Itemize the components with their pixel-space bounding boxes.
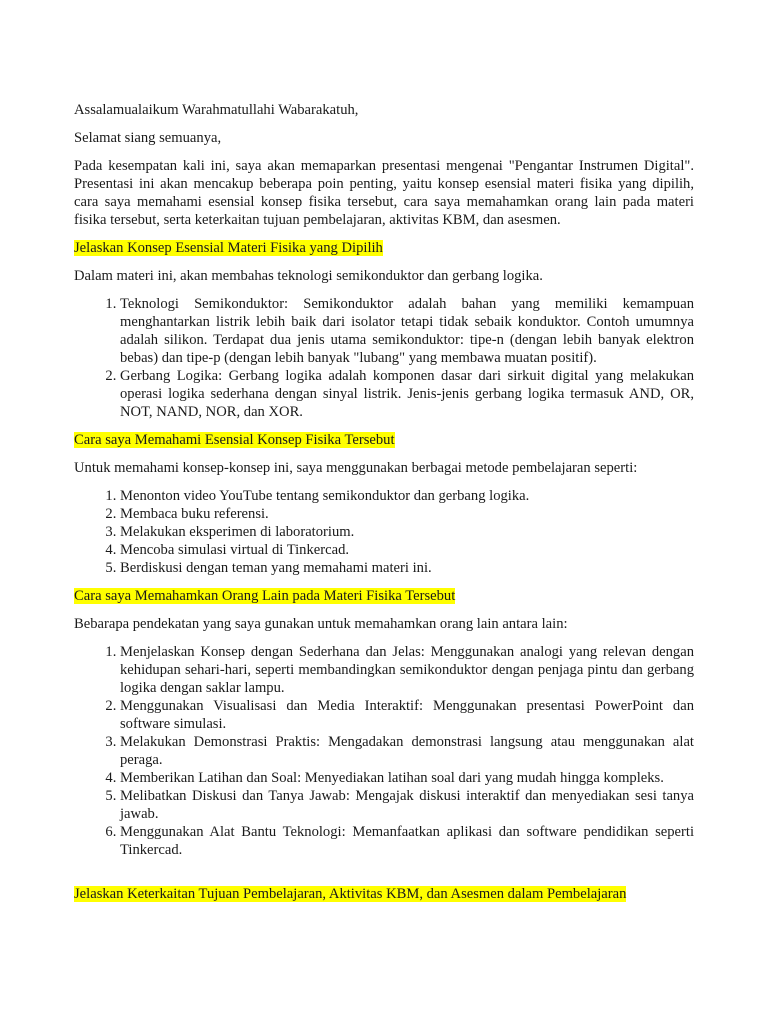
section-heading-4 — [74, 885, 694, 903]
list-item: 2. Menggunakan Visualisasi dan Media Interaktif: Menggunakan presentasi PowerPoint dan software simulasi. — [120, 697, 694, 733]
concept-list — [74, 295, 694, 421]
highlighted-heading: Cara saya Memahamkan Orang Lain pada Materi Fisika Tersebut — [74, 588, 456, 604]
highlighted-heading: Jelaskan Keterkaitan Tujuan Pembelajaran, Aktivitas KBM, dan Asesmen dalam Pembelajaran — [74, 886, 627, 902]
list-item: 1. Menjelaskan Konsep dengan Sederhana dan Jelas: Menggunakan analogi yang relevan dengan kehidupan sehari-hari, seperti membandingkan semikonduktor dengan penjaga pintu dan gerbang logika dengan saklar lampu. — [120, 643, 694, 697]
list-item: 5. Melibatkan Diskusi dan Tanya Jawab: Mengajak diskusi interaktif dan menyediakan sesi tanya jawab. — [120, 787, 694, 823]
highlighted-heading: Cara saya Memahami Esensial Konsep Fisika Tersebut — [74, 432, 395, 448]
list-item: 2. Gerbang Logika: Gerbang logika adalah komponen dasar dari sirkuit digital yang melakukan operasi logika sederhana dengan sinyal listrik. Jenis-jenis gerbang logika termasuk AND, OR, NOT, NAND, NOR, dan XOR. — [120, 367, 694, 421]
list-item: 2. Membaca buku referensi. — [120, 505, 694, 523]
teaching-approaches-list — [74, 643, 694, 859]
blank-line — [74, 869, 694, 885]
section-lead-1: Dalam materi ini, akan membahas teknologi semikonduktor dan gerbang logika. — [74, 268, 543, 284]
greeting: Assalamualaikum Warahmatullahi Wabarakatuh, — [74, 102, 359, 118]
intro-paragraph: Pada kesempatan kali ini, saya akan memaparkan presentasi mengenai "Pengantar Instrumen Digital". Presentasi ini akan mencakup beberapa poin penting, yaitu konsep esensial materi fisika yang dipilih, cara saya memahami esensial konsep fisika tersebut, cara saya memahamkan orang lain pada materi fisika tersebut, serta keterkaitan tujuan pembelajaran, aktivitas KBM, dan asesmen. — [74, 158, 694, 228]
highlighted-heading: Jelaskan Konsep Esensial Materi Fisika yang Dipilih — [74, 240, 383, 256]
list-item: 1. Teknologi Semikonduktor: Semikonduktor adalah bahan yang memiliki kemampuan menghantarkan listrik lebih baik dari isolator tetapi tidak sebaik konduktor. Contoh umumnya adalah silikon. Terdapat dua jenis utama semikonduktor: tipe-n (dengan lebih banyak elektron bebas) dan tipe-p (dengan lebih banyak "lubang" yang membawa muatan positif). — [120, 295, 694, 367]
list-item: 5. Berdiskusi dengan teman yang memahami materi ini. — [120, 559, 694, 577]
list-item: 3. Melakukan Demonstrasi Praktis: Mengadakan demonstrasi langsung atau menggunakan alat peraga. — [120, 733, 694, 769]
list-item: 4. Mencoba simulasi virtual di Tinkercad. — [120, 541, 694, 559]
document-page — [74, 101, 694, 913]
salutation: Selamat siang semuanya, — [74, 130, 222, 146]
list-item: 3. Melakukan eksperimen di laboratorium. — [120, 523, 694, 541]
section-heading-1 — [74, 239, 694, 257]
learning-methods-list — [74, 487, 694, 577]
section-heading-2 — [74, 431, 694, 449]
list-item: 6. Menggunakan Alat Bantu Teknologi: Memanfaatkan aplikasi dan software pendidikan seperti Tinkercad. — [120, 823, 694, 859]
list-item: 1. Menonton video YouTube tentang semikonduktor dan gerbang logika. — [120, 487, 694, 505]
section-heading-3 — [74, 587, 694, 605]
section-lead-2: Untuk memahami konsep-konsep ini, saya menggunakan berbagai metode pembelajaran seperti: — [74, 460, 638, 476]
section-lead-3: Bebarapa pendekatan yang saya gunakan untuk memahamkan orang lain antara lain: — [74, 616, 568, 632]
list-item: 4. Memberikan Latihan dan Soal: Menyediakan latihan soal dari yang mudah hingga kompleks. — [120, 769, 694, 787]
